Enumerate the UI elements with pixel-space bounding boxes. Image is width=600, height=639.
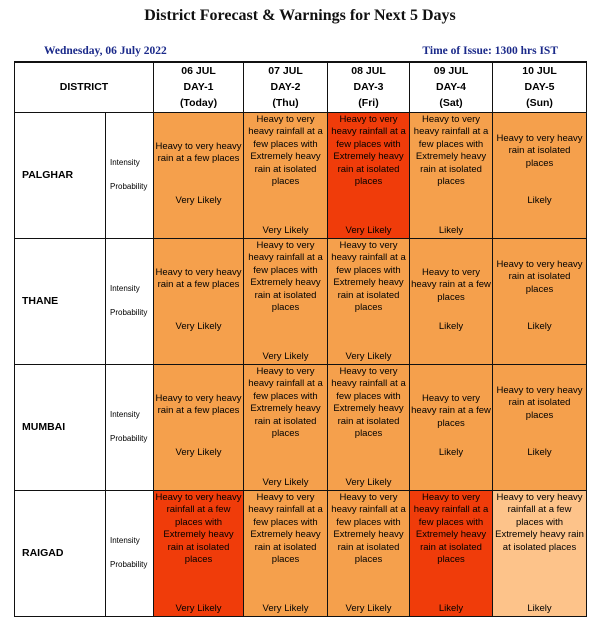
district-name: PALGHAR xyxy=(15,112,106,238)
forecast-cell xyxy=(493,364,587,490)
intensity-text: Heavy to very heavy rainfall at a few places with Extremely heavy rain at isolated places xyxy=(248,365,323,440)
day-header xyxy=(410,62,493,112)
day-weekday: (Fri) xyxy=(358,97,379,110)
intensity-label: Intensity xyxy=(110,410,140,419)
probability-text: Very Likely xyxy=(345,350,392,362)
forecast-date: Wednesday, 06 July 2022 xyxy=(44,45,167,57)
row-labels xyxy=(106,112,154,238)
probability-text: Very Likely xyxy=(262,224,309,236)
district-row xyxy=(15,490,587,616)
intensity-text: Heavy to very heavy rain at a few places xyxy=(155,140,242,165)
district-name: THANE xyxy=(15,238,106,364)
forecast-cell xyxy=(493,490,587,616)
day-date: 09 JUL xyxy=(433,65,469,78)
intensity-text: Heavy to very heavy rainfall at a few places with Extremely heavy rain at isolated places xyxy=(331,491,406,566)
intensity-text: Heavy to very heavy rain at isolated places xyxy=(496,132,583,169)
page-title: District Forecast & Warnings for Next 5 Days xyxy=(144,7,456,24)
forecast-cell xyxy=(493,238,587,364)
intensity-text: Heavy to very heavy rain at a few places xyxy=(411,266,491,303)
forecast-cell xyxy=(154,364,244,490)
probability-text: Very Likely xyxy=(262,350,309,362)
intensity-text: Heavy to very heavy rain at isolated places xyxy=(496,258,583,295)
district-row xyxy=(15,238,587,364)
forecast-cell xyxy=(244,238,328,364)
intensity-label: Intensity xyxy=(110,536,140,545)
intensity-text: Heavy to very heavy rainfall at a few places with Extremely heavy rain at isolated places xyxy=(413,491,489,566)
day-weekday: (Sat) xyxy=(439,97,463,110)
forecast-table xyxy=(14,61,587,617)
intensity-text: Heavy to very heavy rain at a few places xyxy=(155,392,242,417)
day-number: DAY-1 xyxy=(183,81,214,94)
intensity-text: Heavy to very heavy rain at a few places xyxy=(411,392,491,429)
probability-text: Likely xyxy=(438,446,464,458)
day-header xyxy=(493,62,587,112)
row-labels xyxy=(106,238,154,364)
day-number: DAY-5 xyxy=(524,81,555,94)
intensity-text: Heavy to very heavy rainfall at a few places with Extremely heavy rain at isolated places xyxy=(413,113,489,188)
probability-text: Very Likely xyxy=(175,602,222,614)
forecast-cell xyxy=(154,490,244,616)
probability-label: Probability xyxy=(110,434,148,443)
row-labels xyxy=(106,490,154,616)
district-row xyxy=(15,112,587,238)
intensity-text: Heavy to very heavy rainfall at a few places with Extremely heavy rain at isolated places xyxy=(248,491,323,566)
probability-label: Probability xyxy=(110,560,148,569)
district-name: MUMBAI xyxy=(15,364,106,490)
forecast-cell xyxy=(328,490,410,616)
intensity-label: Intensity xyxy=(110,158,140,167)
intensity-text: Heavy to very heavy rainfall at a few places with Extremely heavy rain at isolated places xyxy=(331,365,406,440)
probability-label: Probability xyxy=(110,308,148,317)
forecast-cell xyxy=(410,490,493,616)
day-date: 10 JUL xyxy=(522,65,557,78)
day-date: 06 JUL xyxy=(181,65,216,78)
probability-text: Likely xyxy=(438,224,464,236)
day-date: 08 JUL xyxy=(351,65,386,78)
day-weekday: (Sun) xyxy=(526,97,553,110)
row-labels xyxy=(106,364,154,490)
day-number: DAY-2 xyxy=(270,81,301,94)
day-number: DAY-3 xyxy=(353,81,384,94)
probability-text: Likely xyxy=(527,602,552,614)
probability-text: Very Likely xyxy=(345,476,392,488)
forecast-cell xyxy=(154,238,244,364)
probability-text: Likely xyxy=(527,446,552,458)
forecast-cell xyxy=(244,490,328,616)
probability-text: Likely xyxy=(438,320,464,332)
intensity-text: Heavy to very heavy rainfall at a few places with Extremely heavy rain at isolated places xyxy=(155,491,242,566)
day-header xyxy=(328,62,410,112)
probability-text: Very Likely xyxy=(175,320,222,332)
intensity-text: Heavy to very heavy rainfall at a few places with Extremely heavy rain at isolated places xyxy=(248,113,323,188)
forecast-cell xyxy=(328,112,410,238)
forecast-cell xyxy=(410,238,493,364)
day-header xyxy=(154,62,244,112)
intensity-text: Heavy to very heavy rainfall at a few places with Extremely heavy rain at isolated places xyxy=(248,239,323,314)
forecast-cell xyxy=(410,112,493,238)
day-weekday: (Thu) xyxy=(272,97,299,110)
forecast-cell xyxy=(328,364,410,490)
intensity-text: Heavy to very heavy rain at a few places xyxy=(155,266,242,291)
probability-text: Likely xyxy=(527,194,552,206)
probability-text: Very Likely xyxy=(262,602,309,614)
forecast-cell xyxy=(244,364,328,490)
probability-text: Very Likely xyxy=(262,476,309,488)
issue-time: Time of Issue: 1300 hrs IST xyxy=(422,45,558,57)
intensity-text: Heavy to very heavy rainfall at a few places with Extremely heavy rain at isolated places xyxy=(331,113,406,188)
intensity-label: Intensity xyxy=(110,284,140,293)
district-name: RAIGAD xyxy=(15,490,106,616)
forecast-cell xyxy=(154,112,244,238)
probability-text: Likely xyxy=(438,602,464,614)
day-weekday: (Today) xyxy=(179,97,218,110)
district-header: DISTRICT xyxy=(15,62,154,112)
forecast-cell xyxy=(493,112,587,238)
probability-text: Very Likely xyxy=(175,194,222,206)
intensity-text: Heavy to very heavy rainfall at a few places with Extremely heavy rain at isolated places xyxy=(495,491,584,553)
day-date: 07 JUL xyxy=(268,65,303,78)
forecast-cell xyxy=(328,238,410,364)
intensity-text: Heavy to very heavy rainfall at a few places with Extremely heavy rain at isolated places xyxy=(331,239,406,314)
forecast-cell xyxy=(244,112,328,238)
header-row xyxy=(15,62,587,112)
day-header xyxy=(244,62,328,112)
district-row xyxy=(15,364,587,490)
probability-text: Very Likely xyxy=(345,224,392,236)
probability-text: Likely xyxy=(527,320,552,332)
probability-text: Very Likely xyxy=(345,602,392,614)
probability-label: Probability xyxy=(110,182,148,191)
forecast-cell xyxy=(410,364,493,490)
probability-text: Very Likely xyxy=(175,446,222,458)
intensity-text: Heavy to very heavy rain at isolated places xyxy=(496,384,583,421)
day-number: DAY-4 xyxy=(436,81,466,94)
